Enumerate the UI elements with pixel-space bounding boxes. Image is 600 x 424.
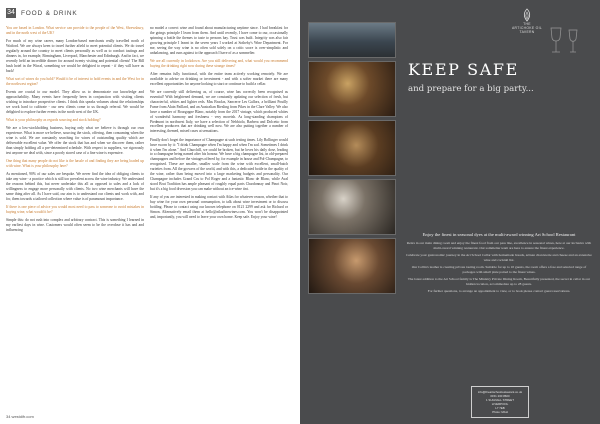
building-tower-photo (308, 22, 396, 58)
artichoke-logo-icon (521, 8, 533, 22)
page-footer: 34 westdifr.com (6, 414, 34, 419)
section-title: FOOD & DRINK (21, 9, 78, 17)
interview-question: If there is one piece of advice you would most need to pass to someone to avoid mistakes in buying wine, what would it be? (6, 205, 144, 215)
headline-title: KEEP SAFE (408, 60, 519, 79)
advert-page (300, 0, 600, 424)
logo-line-3: TAVERN (519, 30, 535, 34)
advert-paragraph: Celebrate your gastronomic journey in the Art School Cellar with homemade breads, artisan charcuterie and cheese and an extensive wine and cocktail list. (406, 253, 592, 262)
advert-paragraph: For further questions, to arrange an appointment to view, or to book please contact guest reservations. (427, 289, 571, 294)
advert-body (406, 232, 592, 297)
interview-answer: no model a correct wine and found about manufacturing anytime since. I had breakfast for the goings principle I learn from them. And until recently, I have come to our, occasionally spinning a bottle the themes to taste to persons bay. Trust was built. Integrity was also fair growing principle I learnt in the seven years I worked at Sotheby's Wine Department. For me, seeing the way wine is no often sold solely on a critic score is over-simplistic and unbalancing, and runs against to the approach I have of as a sommelier. (150, 26, 288, 55)
interview-question: What is your philosophy as regards sourcing and stock holding? (6, 118, 101, 123)
headline-block (408, 60, 592, 94)
advert-paragraph: Our Collin's leather is creating private tasting room. Suitable for up to 10 guests, the room offers a free and selected range of packages with small plate paired to the finest wines. (411, 265, 587, 274)
contact-box (471, 386, 529, 418)
advert-lead: Enjoy the finest in seasonal dyes at the multi-award winning Art School Restaurant (422, 232, 576, 237)
page-number-box: 34 (7, 9, 15, 16)
dining-room-photo (308, 61, 396, 117)
logo-line-1: THE (523, 22, 531, 26)
interview-answer: Simple this: do not rush into complex and arbitrary contract. This is something I learned in my earliest days in wine. Customers would often seem to be the overdose it has and and influencing (6, 218, 144, 233)
contact-address-3: L7 7EB (495, 406, 505, 410)
interview-answer: After remains fully functional, with the entire team actively working remotely. We are available to advise on drinking or investment - and with a softer market there are many excellent opportunities for anyone looking to start or continue to build a cellar. (150, 72, 288, 86)
photo-column (308, 22, 396, 297)
interview-answer: We are a low-stockholding business, buying only what we believe is through our own experience. What is more we believe, sourcing the stock, offering, then consuming when the wine is sold. We are constantly searching for wines of outstanding quality which are deliverable excellent value. We offer the stock that has and when we discover them, rather than simply holding all a pre-determined schedule. With respect to suppliers, we rigorously test anyone we deal with, since a poorly stored case of a fine wine is expensive. (6, 126, 144, 155)
interview-question: One thing that many people do not like is the hassle of and finding they are being loaded up with wine. What is your philosophy here? (6, 159, 144, 169)
interview-answer: For much of my wine career, many London-based merchants really travelled north of Watford. We are always keen to travel further afield to meet potential clients. We do travel regularly around the country to meet clients personally as well as to conduct tastings and dinners in, for example, Birmingham, Liverpool, Manchester and Edinburgh. And in fact, we recently held an incredible dinner for around twenty visiting and potential clients! The Bill hash hotel in the Wirral, something we would be delighted to repeat - if they will have us back! (6, 39, 144, 73)
article-column-1 (6, 26, 144, 237)
interview-question: We are all currently in lockdown. Are you still delivering and, what would you recommend buying the drinking right now during these strange times? (150, 58, 288, 68)
cellar-bar-photo (308, 120, 396, 176)
interview-answer: As mentioned, 90% of our sales are bespoke. We never find the idea of obliging clients to take any wine - a practice which is still too prevalent across the wine industry. We understand the reasons behind this, but never undertake this all as opposed to sales and a lack of willingness to engage more personally with clients. No two wine merchants will have the same thing after all. As I have said, our aim is to understand our clients and work with, and for, them towards a tailored collection where value is of paramount importance. (6, 172, 144, 201)
interview-answer: Finally don't forget the importance of Champagne at such testing times. Lily Bollinger would have sworn by it: "I drink Champagne when I'm happy and when I'm sad. Sometimes I drink it when I'm alone." And Churchill, we could be broken, but he loves his daily dose, leading to a champagne being named after his honour. We have a big champagne list, in old-prepared champagnes and before the vintages offered by, for example in house and Pol-Champagne, to recognised. These are smaller, smaller scale from the wine with excellent, small-batch varieties from. All the growers of the world, and with this, a dedicated bottle in the quality of the wine, rather than being moved into a large marketing budgets and personality. Our Champagne includes Grand Cru to Pol Roger and a fantastic Blanc de Blanc, while Aval stood Brut Tradition has ample pleasant of roughly equal parts Chardonnay and Pinot Noir, but it's a big food diversion you can make without an ice-wine tint. (150, 137, 288, 191)
diners-photo (308, 238, 396, 294)
interview-answer: Events are crucial to our model. They allow us to demonstrate our knowledge and approachability. Many events have frequently been in conjunction with visiting clients wishing to introduce prospective clients. I think this speaks volumes about the relationships we work hard to cultivate - our new clients come to us through referral. We would be delighted to explore further events in the north west of the UK. (6, 90, 144, 114)
logo-line-2: ARTICHOKE OIL (511, 26, 543, 30)
page-header (6, 7, 78, 19)
interview-answer: If any of you are interested in making contact with Atlas for whatever reason, whether that to buy wine for your own personal consumption, to talk about wine investment or to discuss bottling. Please to contact using our known telephone on 0121 2299 and ask for Richard or Simon. Alternatively email them at hello@atlasfinewines.com. You won't be disappointed and, importantly, you will need to leave your own home. Keep safe. Enjoy your wine! (150, 195, 288, 219)
contact-web: Photo: MAH (492, 410, 508, 414)
article-column-2 (150, 26, 288, 223)
interview-question: What sort of wines do you hold? Would it be of interest to hold events in and the West for in the northwest region? (6, 76, 144, 86)
headline-subtitle: and prepare for a big party... (408, 84, 534, 94)
contact-address-1: 1 SUGNALL STREET (485, 398, 514, 402)
contact-email[interactable]: info@theartschoolrestaurant.co.uk (477, 390, 523, 394)
wine-glass-illustration-icon (541, 24, 591, 60)
chef-photo (308, 179, 396, 235)
advert-paragraph: The latest addition to the Art School family is The Ministry Private Dining Room, Beautifully presented, the secret in cellar in our hidden location, accommodate up to 28 guests. (407, 277, 591, 286)
interview-question: You are based in London. What service can provide to the people of the West, Shrewsbury, and in the north west of the UK? (6, 26, 144, 35)
interview-answer: We are currently still delivering as, of course, wine has correctly been recognised as essential! With heightened demand, we are constantly updating our selection of fresh, but characterful, whites and lighter reds. Mas Braclas, Sancerre Les Gallors, a brilliant Pouilly Fume from Alain Paillard, and an Australian Riesling from Pikes in the Clare Valley. We also have a number of Bourgogne Blanc, notably from the 2017 vintage, which produced whites of wonderful harmony and freshness - very moreish. As long-standing champions of Piedmont in northwest Italy, we have a selection of Nebbiolo, Barbera and Dolcetto from excellent producers that are drinking well now. We are also putting together a number of interesting, themed, mixed cases at sensations. (150, 90, 288, 134)
advert-paragraph: Relax in our main dining room and enjoy the finest food from our pass line, excellence in seasonal wines, here at our inclusive with multi-award winning restaurant. Our sommelier team are here to ensure the finest experience. (406, 241, 592, 250)
contact-address-2: LIVERPOOL (491, 402, 509, 406)
contact-phone[interactable]: 0151 230 8600 (490, 394, 510, 398)
